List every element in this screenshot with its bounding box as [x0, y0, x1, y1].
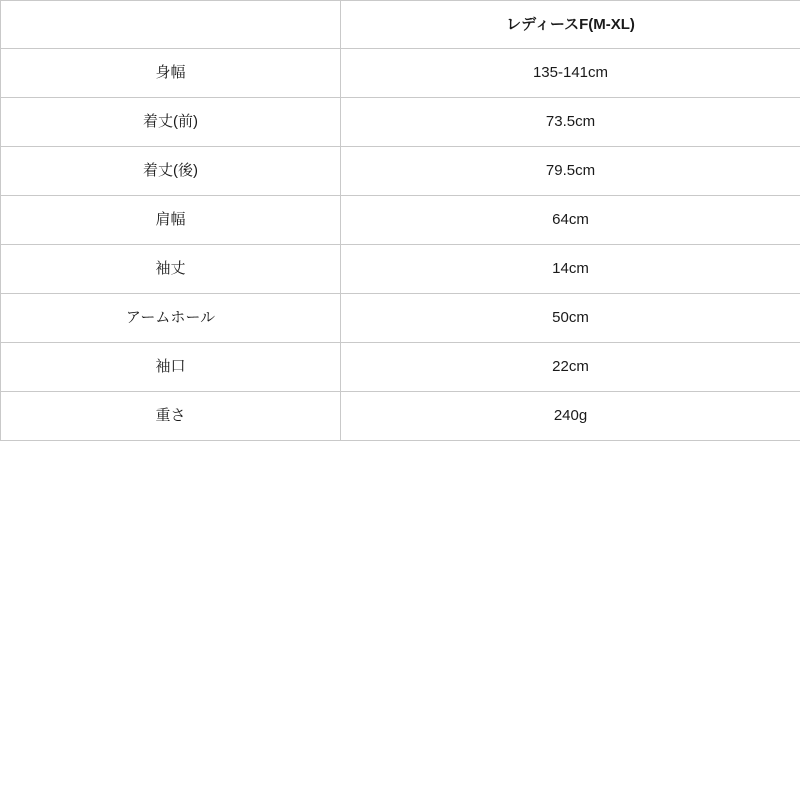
table-row: [1, 196, 800, 245]
row-value-body-width: 135-141cm: [341, 49, 800, 98]
table-header-blank: [1, 1, 341, 49]
table-row: [1, 49, 800, 98]
table-body: [1, 49, 800, 441]
table-header: [1, 1, 800, 49]
table-row: [1, 294, 800, 343]
row-value-shoulder-width: 64cm: [341, 196, 800, 245]
table-row: [1, 245, 800, 294]
row-label-shoulder-width: 肩幅: [1, 196, 341, 245]
table-header-row: [1, 1, 800, 49]
row-label-sleeve-length: 袖丈: [1, 245, 341, 294]
row-label-length-front: 着丈(前): [1, 98, 341, 147]
row-value-length-back: 79.5cm: [341, 147, 800, 196]
table-row: [1, 98, 800, 147]
bottom-whitespace: [0, 441, 800, 792]
row-value-sleeve-length: 14cm: [341, 245, 800, 294]
row-label-cuff: 袖口: [1, 343, 341, 392]
table-row: [1, 392, 800, 441]
row-value-armhole: 50cm: [341, 294, 800, 343]
row-value-weight: 240g: [341, 392, 800, 441]
row-label-weight: 重さ: [1, 392, 341, 441]
row-label-body-width: 身幅: [1, 49, 341, 98]
table-header-size: レディースF(M-XL): [341, 1, 800, 49]
table-row: [1, 343, 800, 392]
table-row: [1, 147, 800, 196]
row-value-length-front: 73.5cm: [341, 98, 800, 147]
row-label-armhole: アームホール: [1, 294, 341, 343]
row-label-length-back: 着丈(後): [1, 147, 341, 196]
row-value-cuff: 22cm: [341, 343, 800, 392]
